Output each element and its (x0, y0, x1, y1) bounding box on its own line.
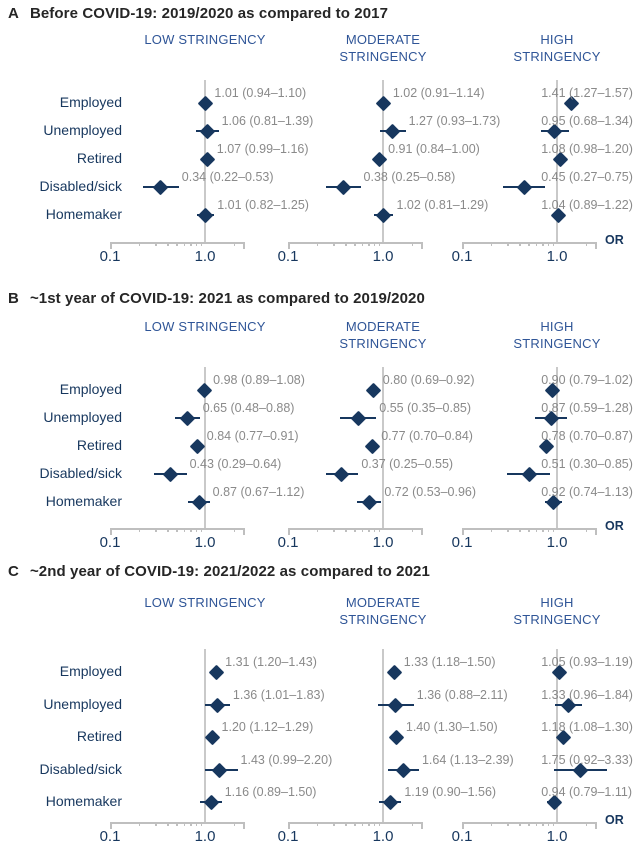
panel-c-title (8, 563, 430, 580)
axis-minor-tick (155, 242, 157, 246)
estimate-label: 0.90 (0.79–1.02) (541, 373, 633, 387)
estimate-label: 0.43 (0.29–0.64) (189, 457, 282, 471)
column-header-moderate-stringency: MODERATE STRINGENCY (339, 319, 427, 352)
axis-tick-label: 1.0 (194, 828, 216, 845)
axis-minor-tick (184, 822, 186, 826)
estimate-label: 0.84 (0.77–0.91) (206, 429, 299, 443)
axis-tick-label: 1.0 (194, 248, 216, 265)
point-estimate-diamond (200, 151, 216, 167)
axis-tick-label: 1.0 (372, 248, 394, 265)
estimate-label: 1.41 (1.27–1.57) (541, 86, 633, 100)
point-estimate-diamond (376, 95, 392, 111)
row-label-employed: Employed (59, 94, 122, 110)
axis-minor-tick (586, 822, 588, 826)
point-estimate-diamond (521, 466, 537, 482)
estimate-label: 0.55 (0.35–0.85) (379, 401, 472, 415)
axis-minor-tick (362, 528, 364, 532)
axis-minor-tick (507, 528, 509, 532)
axis-minor-tick (379, 822, 381, 826)
axis-minor-tick (586, 528, 588, 532)
column-header-low-stringency: LOW STRINGENCY (144, 595, 266, 610)
column-header-high-stringency: HIGH STRINGENCY (513, 32, 601, 65)
estimate-label: 1.20 (1.12–1.29) (221, 720, 314, 734)
point-estimate-diamond (196, 382, 212, 398)
estimate-label: 1.33 (1.18–1.50) (403, 655, 496, 669)
point-estimate-diamond (198, 95, 214, 111)
row-label-homemaker: Homemaker (45, 206, 122, 222)
axis-minor-tick (412, 528, 414, 532)
row-label-unemployed: Unemployed (43, 696, 122, 712)
axis-tick-label: 0.1 (451, 248, 473, 265)
axis-minor-tick (155, 528, 157, 532)
axis-tick-label: 1.0 (546, 534, 568, 551)
axis-minor-tick (362, 822, 364, 826)
point-estimate-diamond (210, 697, 226, 713)
axis-minor-tick (234, 242, 236, 246)
estimate-label: 0.38 (0.25–0.58) (363, 170, 456, 184)
row-label-homemaker: Homemaker (45, 493, 122, 509)
axis-minor-tick (542, 528, 544, 532)
estimate-label: 1.40 (1.30–1.50) (405, 720, 498, 734)
estimate-label: 1.01 (0.82–1.25) (217, 198, 309, 212)
panel-a-title-text: Before COVID-19: 2019/2020 as compared to 2017 (29, 5, 389, 22)
axis-minor-tick (176, 242, 178, 246)
estimate-label: 1.08 (0.98–1.20) (541, 142, 633, 156)
axis-tick-label: 0.1 (277, 248, 299, 265)
axis-tick-label: 1.0 (546, 248, 568, 265)
axis-minor-tick (507, 822, 509, 826)
axis-minor-tick (368, 822, 370, 826)
axis-minor-tick (184, 528, 186, 532)
axis-minor-tick (519, 528, 521, 532)
axis-tick-label: 0.1 (99, 828, 121, 845)
axis-minor-tick (167, 528, 169, 532)
point-estimate-diamond (362, 494, 378, 510)
point-estimate-diamond (205, 729, 221, 745)
axis-minor-tick (167, 822, 169, 826)
row-label-employed: Employed (59, 663, 122, 679)
point-estimate-diamond (376, 207, 392, 223)
axis-minor-tick (155, 822, 157, 826)
estimate-label: 0.94 (0.79–1.11) (541, 785, 632, 799)
axis-minor-tick (196, 528, 198, 532)
row-label-homemaker: Homemaker (45, 793, 122, 809)
column-header-low-stringency: LOW STRINGENCY (144, 319, 266, 334)
axis-minor-tick (491, 242, 493, 246)
panel-b-title (8, 290, 425, 307)
row-label-disabled-sick: Disabled/sick (39, 178, 122, 194)
point-estimate-diamond (382, 794, 398, 810)
axis-tick-label: 0.1 (99, 534, 121, 551)
point-estimate-diamond (334, 466, 350, 482)
axis-end-tick (243, 242, 245, 249)
axis-minor-tick (507, 242, 509, 246)
axis-minor-tick (379, 528, 381, 532)
point-estimate-diamond (208, 664, 224, 680)
axis-minor-tick (553, 822, 555, 826)
axis-minor-tick (234, 822, 236, 826)
axis-minor-tick (553, 242, 555, 246)
estimate-label: 1.36 (0.88–2.11) (416, 688, 508, 702)
estimate-label: 1.18 (1.08–1.30) (541, 720, 633, 734)
axis-tick-label: 1.0 (194, 534, 216, 551)
axis-end-tick (243, 528, 245, 535)
axis-tick-label: 1.0 (546, 828, 568, 845)
estimate-label: 0.95 (0.68–1.34) (541, 114, 633, 128)
axis-end-tick (595, 242, 597, 249)
estimate-label: 1.33 (0.96–1.84) (541, 688, 633, 702)
panel-c (0, 558, 644, 852)
estimate-label: 0.92 (0.74–1.13) (541, 485, 633, 499)
axis-minor-tick (167, 242, 169, 246)
estimate-label: 1.64 (1.13–2.39) (421, 753, 514, 767)
estimate-label: 0.78 (0.70–0.87) (541, 429, 633, 443)
axis-minor-tick (196, 822, 198, 826)
axis-minor-tick (139, 822, 141, 826)
axis-minor-tick (553, 528, 555, 532)
point-estimate-diamond (335, 179, 351, 195)
axis-minor-tick (345, 822, 347, 826)
panel-a (0, 0, 644, 285)
axis-minor-tick (184, 242, 186, 246)
axis-tick-label: 0.1 (99, 248, 121, 265)
axis-minor-tick (354, 242, 356, 246)
estimate-label: 0.91 (0.84–1.00) (388, 142, 480, 156)
axis-minor-tick (190, 242, 192, 246)
estimate-label: 1.16 (0.89–1.50) (224, 785, 317, 799)
axis-minor-tick (368, 528, 370, 532)
column-header-high-stringency: HIGH STRINGENCY (513, 595, 601, 628)
estimate-label: 0.87 (0.67–1.12) (212, 485, 305, 499)
row-label-unemployed: Unemployed (43, 122, 122, 138)
axis-minor-tick (368, 242, 370, 246)
estimate-label: 0.80 (0.69–0.92) (382, 373, 475, 387)
axis-minor-tick (379, 242, 381, 246)
row-label-unemployed: Unemployed (43, 409, 122, 425)
axis-minor-tick (491, 822, 493, 826)
axis-minor-tick (333, 528, 335, 532)
axis-minor-tick (374, 528, 376, 532)
column-header-moderate-stringency: MODERATE STRINGENCY (339, 595, 427, 628)
axis-minor-tick (345, 242, 347, 246)
axis-minor-tick (317, 822, 319, 826)
axis-minor-tick (374, 242, 376, 246)
axis-minor-tick (176, 528, 178, 532)
estimate-label: 0.34 (0.22–0.53) (181, 170, 274, 184)
column-header-moderate-stringency: MODERATE STRINGENCY (339, 32, 427, 65)
axis-end-tick (243, 822, 245, 829)
axis-minor-tick (542, 822, 544, 826)
axis-minor-tick (536, 528, 538, 532)
axis-minor-tick (586, 242, 588, 246)
estimate-label: 1.06 (0.81–1.39) (221, 114, 314, 128)
point-estimate-diamond (162, 466, 178, 482)
axis-end-tick (421, 822, 423, 829)
estimate-label: 0.72 (0.53–0.96) (384, 485, 477, 499)
axis-minor-tick (333, 822, 335, 826)
estimate-label: 0.77 (0.70–0.84) (381, 429, 473, 443)
estimate-label: 0.37 (0.25–0.55) (361, 457, 454, 471)
point-estimate-diamond (516, 179, 532, 195)
axis-minor-tick (354, 528, 356, 532)
axis-minor-tick (519, 242, 521, 246)
axis-minor-tick (528, 242, 530, 246)
estimate-label: 1.02 (0.91–1.14) (392, 86, 485, 100)
row-label-retired: Retired (76, 728, 122, 744)
estimate-label: 1.43 (0.99–2.20) (240, 753, 333, 767)
panel-b (0, 285, 644, 558)
axis-minor-tick (412, 822, 414, 826)
axis-tick-label: 0.1 (277, 534, 299, 551)
axis-end-tick (421, 242, 423, 249)
point-estimate-diamond (366, 382, 382, 398)
axis-tick-label: 0.1 (451, 534, 473, 551)
axis-minor-tick (528, 822, 530, 826)
point-estimate-diamond (389, 729, 405, 745)
row-label-disabled-sick: Disabled/sick (39, 761, 122, 777)
row-label-retired: Retired (76, 150, 122, 166)
axis-minor-tick (528, 528, 530, 532)
estimate-label: 1.07 (0.99–1.16) (216, 142, 309, 156)
estimate-label: 1.01 (0.94–1.10) (214, 86, 307, 100)
axis-minor-tick (196, 242, 198, 246)
column-header-high-stringency: HIGH STRINGENCY (513, 319, 601, 352)
axis-minor-tick (234, 528, 236, 532)
axis-tick-label: 0.1 (277, 828, 299, 845)
estimate-label: 1.36 (1.01–1.83) (232, 688, 325, 702)
point-estimate-diamond (200, 123, 216, 139)
row-label-disabled-sick: Disabled/sick (39, 465, 122, 481)
point-estimate-diamond (371, 151, 387, 167)
axis-end-tick (595, 822, 597, 829)
axis-minor-tick (317, 528, 319, 532)
point-estimate-diamond (198, 207, 214, 223)
axis-end-tick (421, 528, 423, 535)
axis-minor-tick (362, 242, 364, 246)
estimate-label: 1.31 (1.20–1.43) (225, 655, 317, 669)
estimate-label: 0.98 (0.89–1.08) (213, 373, 305, 387)
row-label-employed: Employed (59, 381, 122, 397)
axis-minor-tick (201, 242, 203, 246)
estimate-label: 1.04 (0.89–1.22) (541, 198, 633, 212)
or-axis-unit-label: OR (605, 813, 624, 827)
reference-line (382, 367, 384, 530)
axis-tick-label: 0.1 (451, 828, 473, 845)
estimate-label: 1.75 (0.92–3.33) (541, 753, 633, 767)
point-estimate-diamond (179, 410, 195, 426)
panel-b-title-text: ~1st year of COVID-19: 2021 as compared to 2019/2020 (29, 290, 425, 307)
panel-b-letter: B (8, 290, 19, 307)
axis-minor-tick (412, 242, 414, 246)
point-estimate-diamond (153, 179, 169, 195)
point-estimate-diamond (364, 438, 380, 454)
axis-tick-label: 1.0 (372, 828, 394, 845)
estimate-label: 1.27 (0.93–1.73) (408, 114, 501, 128)
axis-minor-tick (345, 528, 347, 532)
point-estimate-diamond (385, 123, 401, 139)
axis-minor-tick (201, 822, 203, 826)
axis-tick-label: 1.0 (372, 534, 394, 551)
estimate-label: 1.02 (0.81–1.29) (396, 198, 489, 212)
axis-minor-tick (536, 822, 538, 826)
axis-minor-tick (139, 242, 141, 246)
axis-minor-tick (317, 242, 319, 246)
axis-minor-tick (548, 822, 550, 826)
estimate-label: 1.05 (0.93–1.19) (541, 655, 633, 669)
axis-minor-tick (190, 822, 192, 826)
panel-a-title (8, 5, 388, 22)
or-axis-unit-label: OR (605, 519, 624, 533)
axis-minor-tick (542, 242, 544, 246)
estimate-label: 0.87 (0.59–1.28) (541, 401, 633, 415)
axis-minor-tick (536, 242, 538, 246)
axis-minor-tick (354, 822, 356, 826)
axis-minor-tick (374, 822, 376, 826)
point-estimate-diamond (388, 697, 404, 713)
or-axis-unit-label: OR (605, 233, 624, 247)
reference-line (382, 649, 384, 824)
axis-minor-tick (201, 528, 203, 532)
point-estimate-diamond (387, 664, 403, 680)
panel-c-title-text: ~2nd year of COVID-19: 2021/2022 as compared to 2021 (29, 563, 430, 580)
axis-minor-tick (491, 528, 493, 532)
axis-end-tick (595, 528, 597, 535)
row-label-retired: Retired (76, 437, 122, 453)
point-estimate-diamond (396, 762, 412, 778)
point-estimate-diamond (212, 762, 228, 778)
axis-minor-tick (139, 528, 141, 532)
estimate-label: 0.45 (0.27–0.75) (541, 170, 633, 184)
estimate-label: 0.65 (0.48–0.88) (202, 401, 295, 415)
axis-minor-tick (519, 822, 521, 826)
estimate-label: 1.19 (0.90–1.56) (404, 785, 497, 799)
point-estimate-diamond (351, 410, 367, 426)
axis-minor-tick (176, 822, 178, 826)
axis-minor-tick (190, 528, 192, 532)
column-header-low-stringency: LOW STRINGENCY (144, 32, 266, 47)
estimate-label: 0.51 (0.30–0.85) (541, 457, 633, 471)
panel-a-letter: A (8, 5, 19, 22)
panel-c-letter: C (8, 563, 19, 580)
axis-minor-tick (548, 242, 550, 246)
axis-minor-tick (333, 242, 335, 246)
axis-minor-tick (548, 528, 550, 532)
